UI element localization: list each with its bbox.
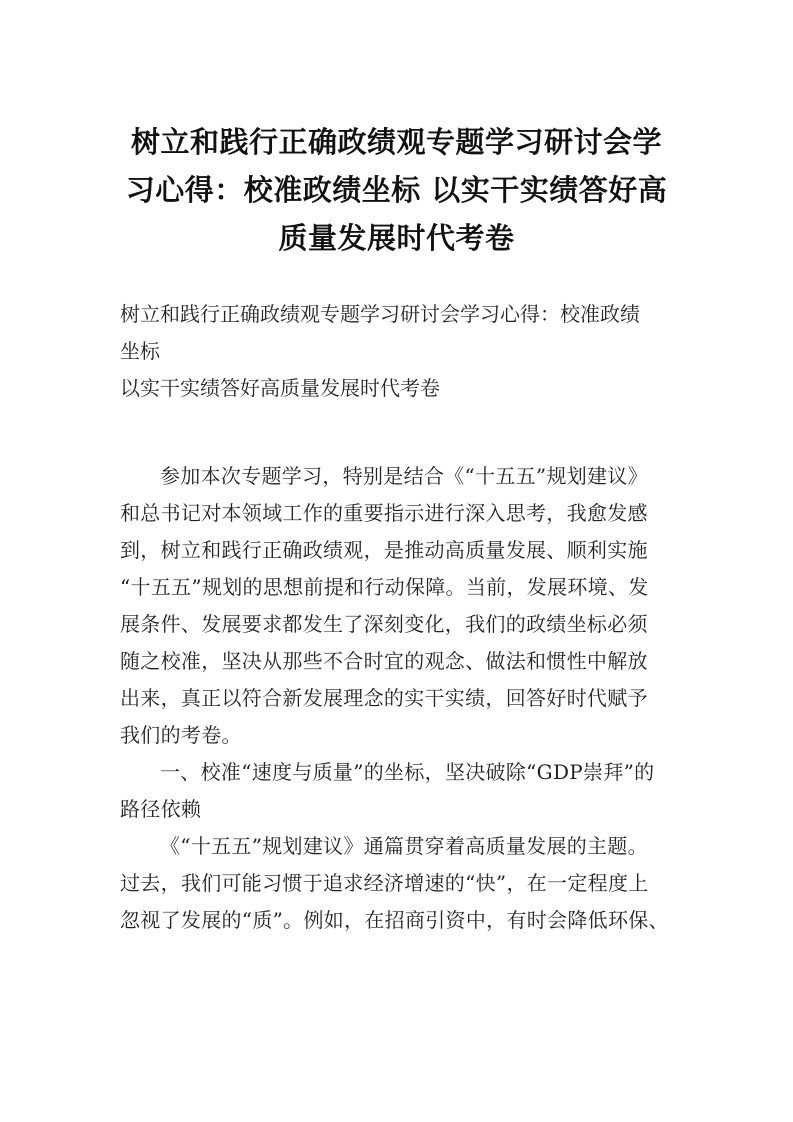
paragraph-line: 展条件、发展要求都发生了深刻变化，我们的政绩坐标必须 <box>120 612 648 636</box>
subtitle-line-3: 以实干实绩答好高质量发展时代考卷 <box>120 376 440 400</box>
section-heading-line: 一、校准“速度与质量”的坐标，坚决破除“GDP崇拜”的 <box>160 760 655 784</box>
paragraph-line: 参加本次专题学习，特别是结合《“十五五”规划建议》 <box>160 464 648 488</box>
subtitle-line-1: 树立和践行正确政绩观专题学习研讨会学习心得：校准政绩 <box>120 302 640 326</box>
paragraph-line: 我们的考卷。 <box>120 723 242 747</box>
paragraph-line: 忽视了发展的“质”。例如，在招商引资中，有时会降低环保、 <box>120 908 669 932</box>
subtitle-line-2: 坐标 <box>120 339 160 363</box>
paragraph-line: 出来，真正以符合新发展理念的实干实绩，回答好时代赋予 <box>120 686 648 710</box>
document-subtitle <box>120 296 675 407</box>
paragraph-line: “十五五”规划的思想前提和行动保障。当前，发展环境、发 <box>120 575 649 599</box>
title-line-3: 质量发展时代考卷 <box>278 221 515 255</box>
document-body <box>120 458 675 939</box>
section-heading-1 <box>120 754 675 828</box>
paragraph-section-1 <box>120 828 675 939</box>
paragraph-line: 过去，我们可能习惯于追求经济增速的“快”，在一定程度上 <box>120 871 649 895</box>
paragraph-line: 到，树立和践行正确政绩观，是推动高质量发展、顺利实施 <box>120 538 648 562</box>
document-title <box>110 118 683 262</box>
paragraph-line: 和总书记对本领域工作的重要指示进行深入思考，我愈发感 <box>120 501 648 525</box>
paragraph-intro <box>120 458 675 754</box>
paragraph-line: 《“十五五”规划建议》通篇贯穿着高质量发展的主题。 <box>160 834 648 858</box>
title-line-2: 习心得：校准政绩坐标 以实干实绩答好高 <box>125 173 668 207</box>
section-heading-line: 路径依赖 <box>120 797 202 821</box>
title-line-1: 树立和践行正确政绩观专题学习研讨会学 <box>130 125 662 159</box>
paragraph-line: 随之校准，坚决从那些不合时宜的观念、做法和惯性中解放 <box>120 649 648 673</box>
